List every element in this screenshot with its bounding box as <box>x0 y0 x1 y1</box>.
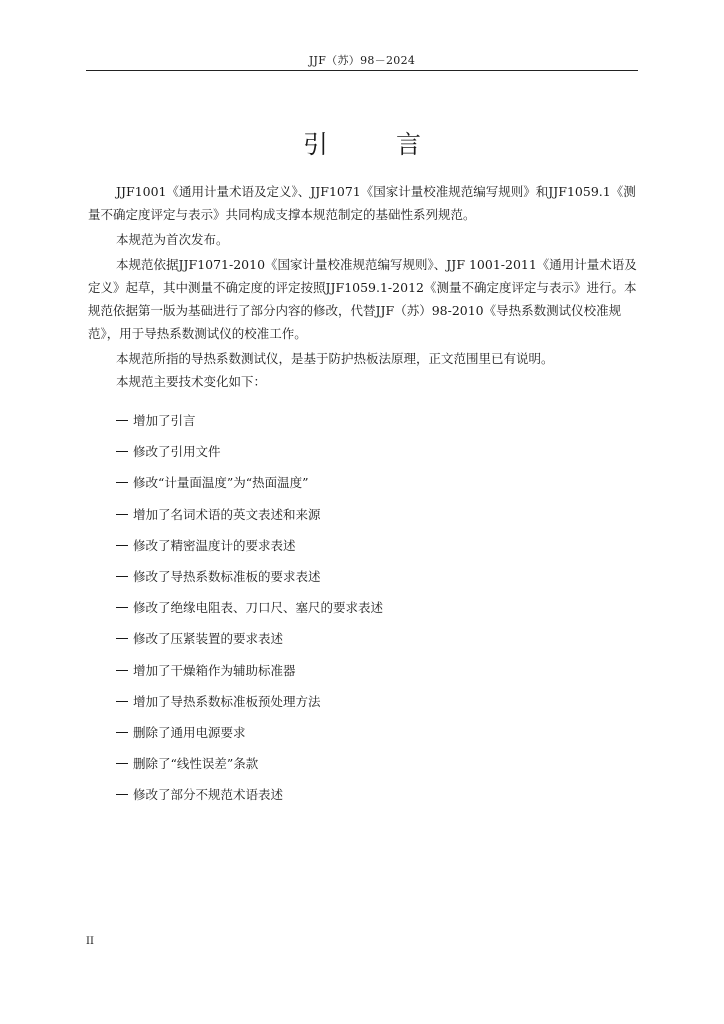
list-item-text: 修改了部分不规范术语表述 <box>133 787 284 803</box>
changes-list <box>116 409 636 814</box>
list-item <box>116 503 636 534</box>
list-item-text: 修改“计量面温度”为“热面温度” <box>133 475 309 491</box>
dash-marker <box>116 794 128 795</box>
dash-marker <box>116 638 128 639</box>
dash-marker <box>116 607 128 608</box>
running-header: JJF（苏）98－2024 <box>308 54 416 67</box>
list-item-text: 修改了导热系数标准板的要求表述 <box>133 568 321 584</box>
list-item-text: 删除了“线性误差”条款 <box>133 756 259 772</box>
list-item-text: 删除了通用电源要求 <box>133 724 246 740</box>
intro-paragraph: 本规范为首次发布。 <box>116 232 229 247</box>
list-item <box>116 471 636 502</box>
dash-marker <box>116 701 128 702</box>
dash-marker <box>116 514 128 515</box>
header-rule <box>86 70 638 71</box>
list-item <box>116 783 636 814</box>
list-item <box>116 721 636 752</box>
list-item-text: 增加了导热系数标准板预处理方法 <box>133 693 321 709</box>
list-item <box>116 659 636 690</box>
intro-text <box>88 180 640 393</box>
dash-marker <box>116 763 128 764</box>
dash-marker <box>116 420 128 421</box>
page-number: II <box>86 936 94 947</box>
intro-paragraph: 本规范主要技术变化如下： <box>116 374 267 389</box>
list-item <box>116 534 636 565</box>
list-item <box>116 596 636 627</box>
list-item <box>116 565 636 596</box>
list-item <box>116 690 636 721</box>
dash-marker <box>116 482 128 483</box>
dash-marker <box>116 451 128 452</box>
list-item-text: 修改了精密温度计的要求表述 <box>133 537 296 553</box>
list-item-text: 增加了引言 <box>133 413 196 428</box>
list-item <box>116 409 636 440</box>
dash-marker <box>116 670 128 671</box>
list-item <box>116 440 636 471</box>
intro-paragraph: 本规范所指的导热系数测试仪，是基于防护热板法原理，正文范围里已有说明。 <box>116 351 554 366</box>
page-title: 引言 <box>302 130 489 159</box>
list-item <box>116 752 636 783</box>
list-item-text: 增加了干燥箱作为辅助标准器 <box>133 662 296 678</box>
intro-paragraph: JJF1001《通用计量术语及定义》、JJF1071《国家计量校准规范编写规则》和JJF1059.1《测量不确定度评定与表示》共同构成支撑本规范制定的基础性系列规范。 <box>88 184 636 222</box>
dash-marker <box>116 732 128 733</box>
list-item-text: 增加了名词术语的英文表述和来源 <box>133 506 321 522</box>
list-item-text: 修改了压紧装置的要求表述 <box>133 631 284 647</box>
intro-paragraph: 本规范依据JJF1071-2010《国家计量校准规范编写规则》、JJF 1001-2011《通用计量术语及定义》起草，其中测量不确定度的评定按照JJF1059.1-2012《测量不确定度评定与表示》进行。本规范依据第一版为基础进行了部分内容的修改，代替JJF（苏）98-2010《导热系数测试仪校准规范》，用于导热系数测试仪的校准工作。 <box>88 257 637 341</box>
dash-marker <box>116 545 128 546</box>
list-item-text: 修改了绝缘电阻表、刀口尺、塞尺的要求表述 <box>133 600 384 616</box>
list-item-text: 修改了引用文件 <box>133 444 221 460</box>
list-item <box>116 627 636 658</box>
dash-marker <box>116 576 128 577</box>
